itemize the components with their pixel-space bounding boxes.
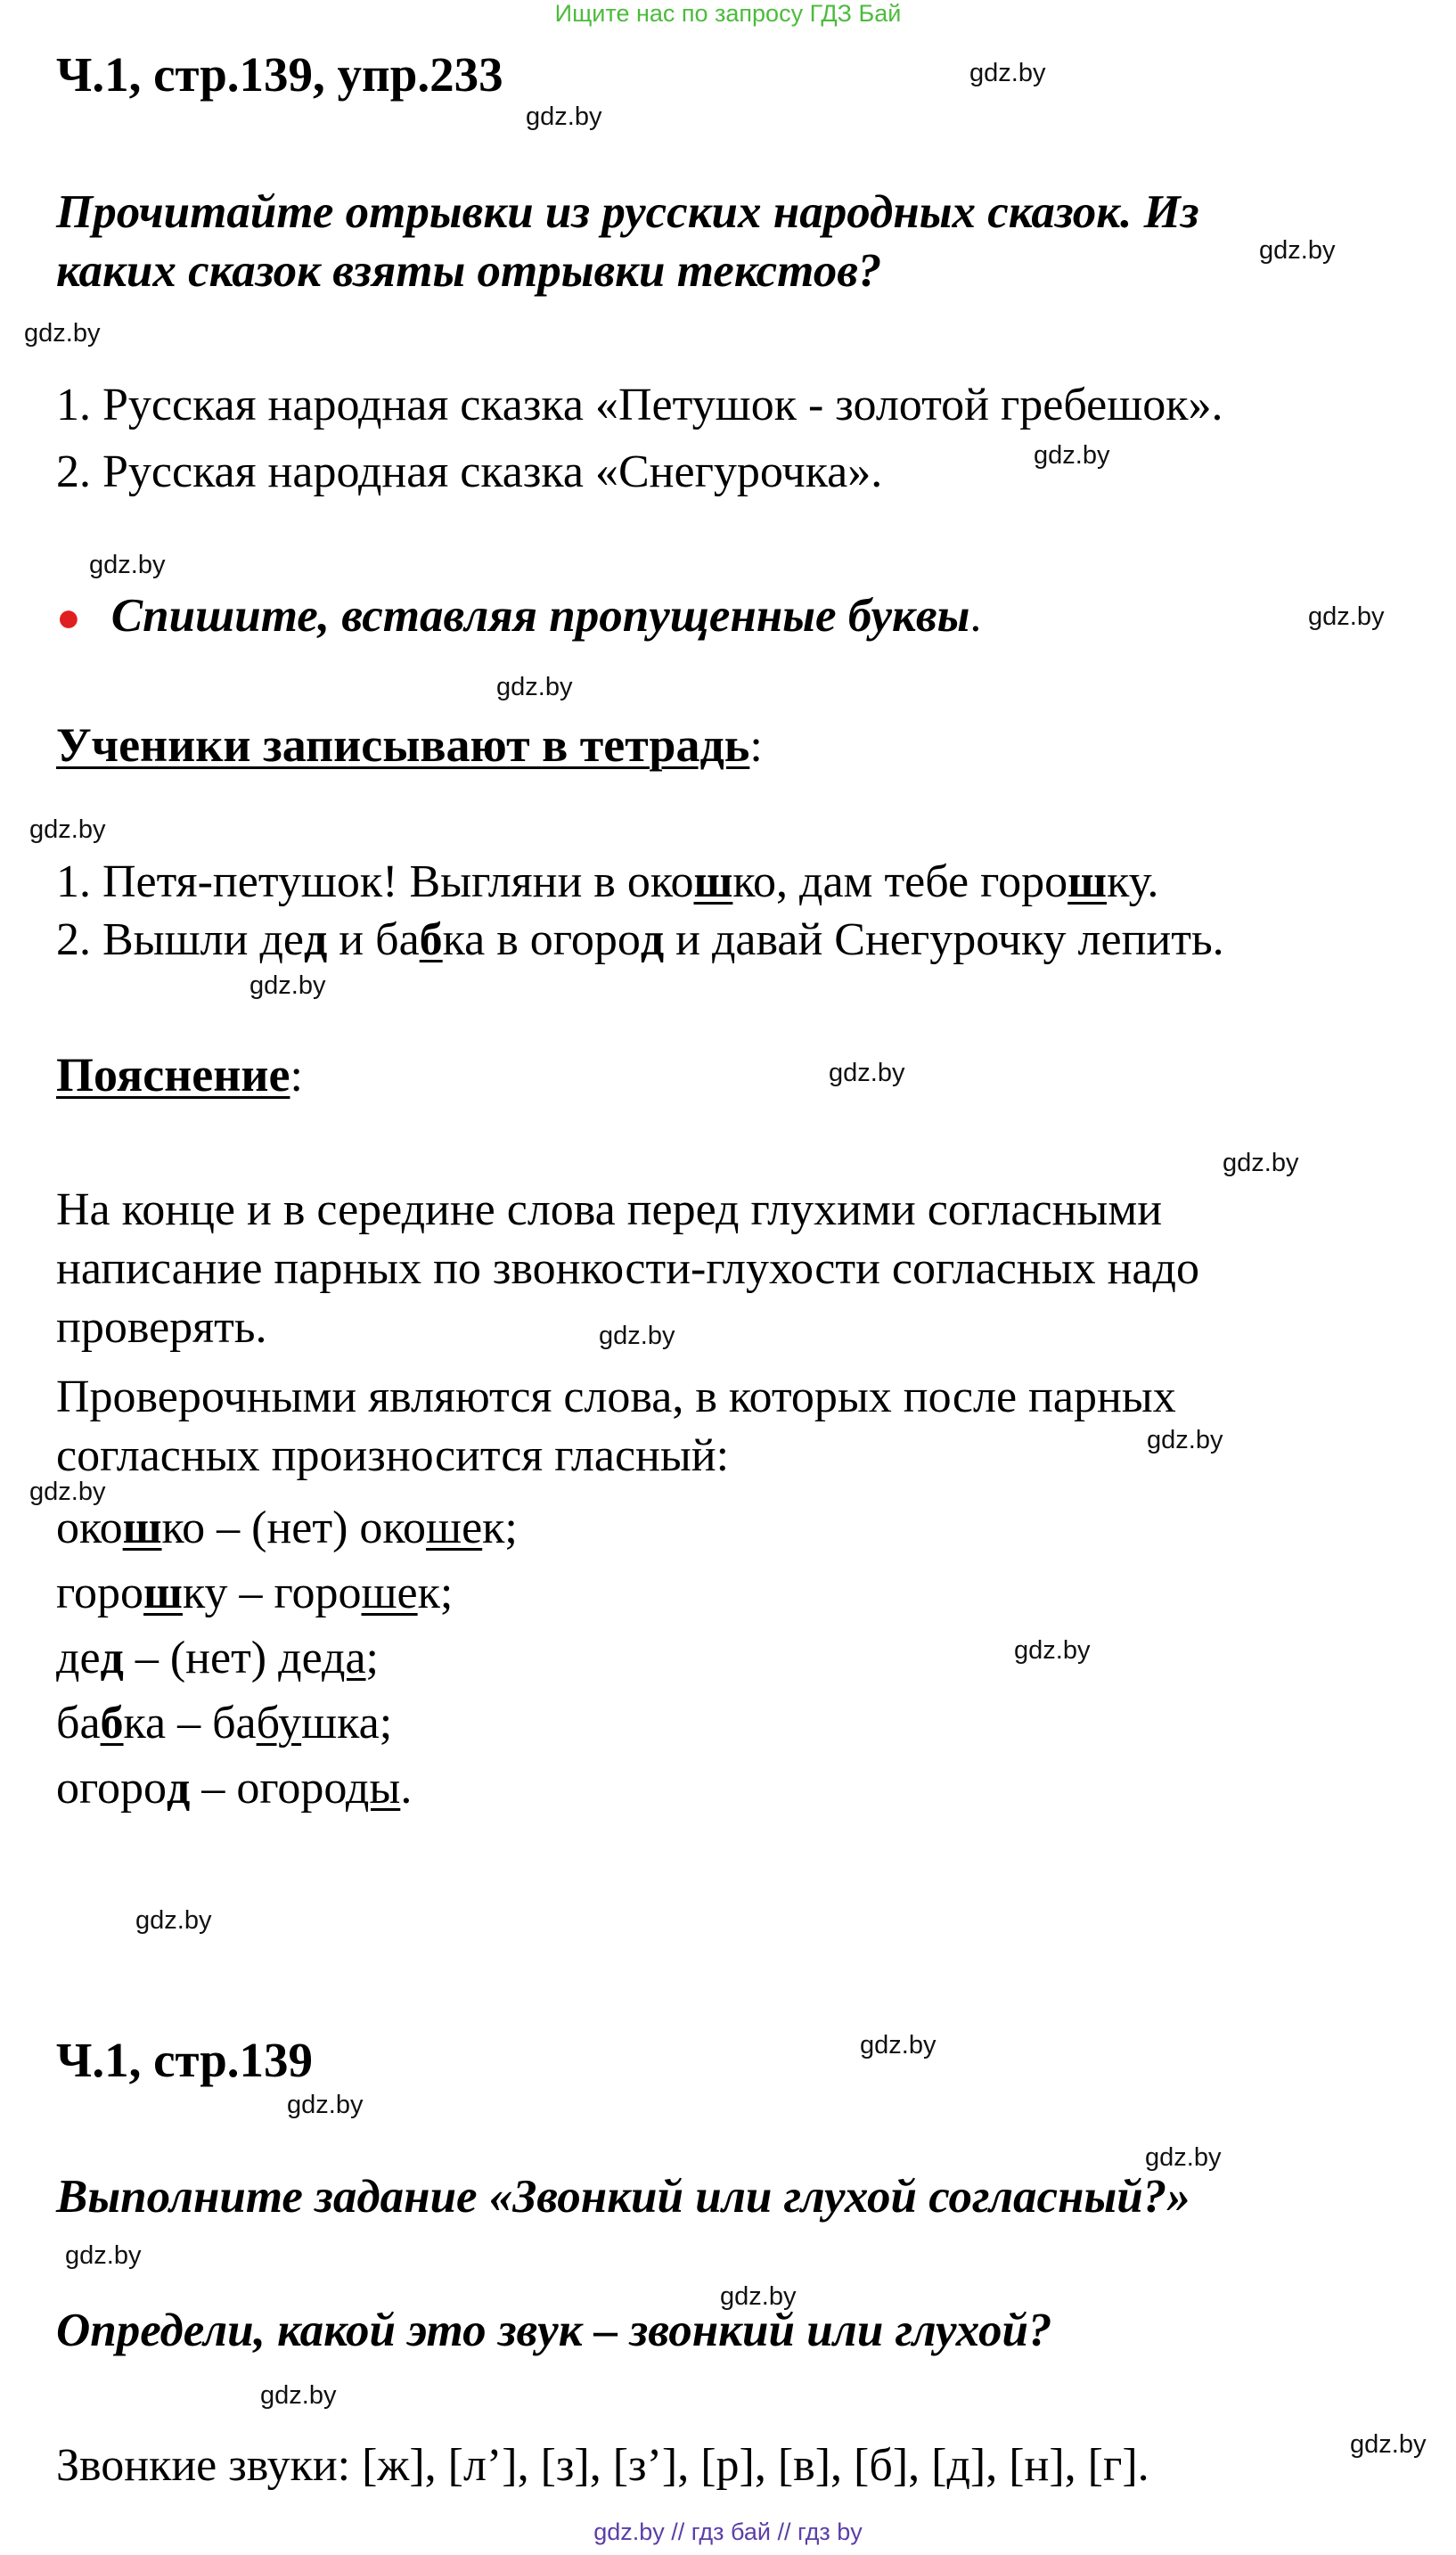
watermark: gdz.by [1308,602,1385,631]
text-part: и давай Снегурочку лепить. [664,914,1224,965]
watermark: gdz.by [496,673,573,701]
colon: : [749,721,763,772]
watermark: gdz.by [720,2282,797,2311]
footer-links[interactable]: gdz.by // гдз бай // гдз by [593,2518,863,2545]
check-word-2: горошку – горошек; [56,1568,454,1618]
voiced-sounds: Звонкие звуки: [ж], [л’], [з], [з’], [р], [в], [б], [д], [н], [г]. [56,2440,1149,2491]
inserted-letter: д [303,914,328,965]
section2-title: Ч.1, стр.139 [56,2033,314,2087]
inserted-letter: д [100,1633,124,1683]
watermark: gdz.by [260,2381,337,2410]
section2-task-2: Определи, какой это звук – звонкий или глухой? [56,2305,1052,2356]
watermark: gdz.by [29,1478,106,1506]
colon: : [290,1051,303,1101]
check-letters: ды [345,1763,401,1814]
text-part: ка в огоро [442,914,641,965]
watermark: gdz.by [860,2031,937,2060]
inserted-letter: ш [143,1568,183,1618]
inserted-letter: ш [122,1503,162,1553]
check-word-1: окошко – (нет) окошек; [56,1503,518,1553]
task-line-2: каких сказок взяты отрывки текстов? [56,245,882,297]
watermark: gdz.by [29,815,106,844]
explanation-line: На конце и в середине слова перед глухими согласными [56,1184,1163,1235]
watermark: gdz.by [1147,1426,1223,1454]
sentence-2 [56,913,1224,966]
task-line-1: Прочитайте отрывки из русских народных сказок. Из [56,186,1199,238]
instruction: Спишите, вставляя пропущенные буквы [110,590,970,642]
answer-1: 1. Русская народная сказка «Петушок - золотой гребешок». [56,380,1223,430]
explanation-line: проверять. [56,1302,267,1353]
text-part: 1. Петя-петушок! Выгляни в око [56,856,694,907]
inserted-letter: д [640,914,665,965]
check-word-5: огород – огороды. [56,1763,413,1814]
text-part: ку. [1107,856,1159,907]
inserted-letter: ш [1067,856,1108,907]
text-part: ко, дам тебе горо [732,856,1068,907]
inserted-letter: д [167,1763,191,1814]
answer-2: 2. Русская народная сказка «Снегурочка». [56,446,883,497]
top-banner[interactable]: Ищите нас по запросу ГДЗ Бай [554,0,902,27]
bullet-icon: ● [56,594,81,640]
watermark: gdz.by [1259,236,1336,265]
instruction-period: . [969,591,982,642]
instruction-row [56,586,981,645]
watermark: gdz.by [599,1322,675,1350]
check-word-4: бабка – бабушка; [56,1698,393,1748]
check-line: согласных произносится гласный: [56,1430,730,1481]
check-line: Проверочными являются слова, в которых после парных [56,1372,1176,1422]
watermark: gdz.by [65,2241,142,2270]
explanation-heading-row [56,1047,303,1102]
check-letters: ше [426,1503,483,1553]
section1-title: Ч.1, стр.139, упр.233 [56,47,503,102]
inserted-letter: б [100,1698,124,1748]
section2-task-1: Выполните задание «Звонкий или глухой согласный?» [56,2171,1190,2223]
watermark: gdz.by [829,1059,905,1087]
sentence-1 [56,856,1158,908]
watermark: gdz.by [1014,1636,1091,1665]
students-heading-row [56,717,763,773]
inserted-letter: б [419,914,443,965]
inserted-letter: ш [693,856,733,907]
watermark: gdz.by [1223,1149,1299,1177]
watermark: gdz.by [1034,441,1110,470]
watermark: gdz.by [526,102,602,131]
watermark: gdz.by [287,2091,364,2119]
watermark: gdz.by [1145,2143,1222,2172]
explanation-heading: Пояснение [56,1048,290,1101]
check-word-3: дед – (нет) деда; [56,1633,379,1683]
watermark: gdz.by [1350,2430,1427,2459]
check-letters: ше [361,1568,418,1618]
check-letters: бу [256,1698,302,1748]
text-part: 2. Вышли де [56,914,304,965]
watermark: gdz.by [89,551,166,579]
watermark: gdz.by [24,319,101,348]
explanation-line: написание парных по звонкости-глухости согласных надо [56,1243,1199,1294]
students-heading: Ученики записывают в тетрадь [56,718,750,772]
watermark: gdz.by [249,971,326,1000]
watermark: gdz.by [969,59,1046,87]
watermark: gdz.by [135,1906,212,1935]
text-part: и ба [327,914,420,965]
check-letters: да [321,1633,366,1683]
